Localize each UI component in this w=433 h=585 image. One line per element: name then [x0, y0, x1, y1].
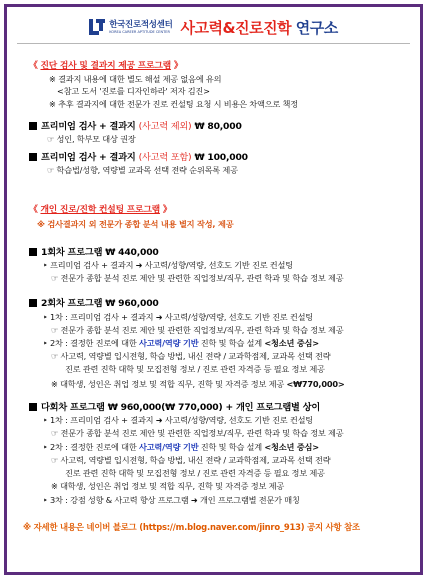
brand-part2: 진로진학 [235, 18, 292, 37]
section2-title: 《 개인 진로/진학 컨설팅 프로그램 》 [29, 205, 172, 215]
brand-part3: 연구소 [295, 18, 338, 37]
item2-price: ₩ 100,000 [194, 152, 248, 163]
program3-line2: ☞ 전문가 종합 분석 진로 제안 및 관련한 직업정보/직무, 관련 학과 및 학습 정보 제공 [51, 428, 344, 438]
section1-item1-desc: ☞ 성인, 학부모 대상 권장 [47, 134, 136, 144]
program2-line2: ☞ 전문가 종합 분석 진로 제안 및 관련한 직업정보/직무, 관련 학과 및 학습 정보 제공 [51, 325, 344, 335]
bullet-square-icon [29, 153, 37, 161]
bullet-square-icon [29, 299, 37, 307]
program3-title: 다회차 프로그램 ₩ 960,000(₩ 770,000) + 개인 프로그램별 상이 [29, 402, 320, 413]
footer-note: ※ 자세한 내용은 네이버 블로그 (https://m.blog.naver.com/jinro_913) 공지 사항 참조 [23, 522, 360, 532]
section1-item2 [29, 152, 248, 163]
program3-line3: ‣ 2차 : 결정한 진로에 대한 사고력/역량 기반 진학 및 학습 설계 <청소년 중심> [43, 442, 319, 452]
header-divider [17, 43, 410, 44]
brand-amp: & [222, 18, 236, 37]
program2-line4: ☞ 사고력, 역량별 입시전형, 학습 방법, 내신 전략 / 교과학점제, 교과목 선택 전략 [51, 351, 331, 361]
page-frame [4, 4, 423, 575]
section1-note3: ※ 추후 결과지에 대한 전문가 진로 컨설팅 요청 시 비용은 차액으로 책정 [49, 99, 298, 109]
program3-line5: 진로 관련 진학 대학 및 모집전형 정보 / 진로 관련 자격증 등 필요 정보 제공 [65, 468, 325, 478]
section1-item2-desc: ☞ 학습법/성향, 역량별 교과목 선택 전략 순위목록 제공 [47, 165, 238, 175]
item1-paren: (사고력 제외) [138, 121, 192, 132]
program1-line2: ☞ 전문가 종합 분석 진로 제안 및 관련한 직업정보/직무, 관련 학과 및 학습 정보 제공 [51, 273, 344, 283]
program3-line4: ☞ 사고력, 역량별 입시전형, 학습 방법, 내신 전략 / 교과학점제, 교과목 선택 전략 [51, 455, 331, 465]
section1-item1 [29, 121, 242, 132]
logo-icon [89, 19, 105, 35]
section2-title-text: 개인 진로/진학 컨설팅 프로그램 [40, 205, 160, 215]
bullet-square-icon [29, 403, 37, 411]
program1-title: 1회차 프로그램 ₩ 440,000 [29, 247, 159, 258]
org-name: 한국진로적성센터 [109, 19, 173, 30]
program2-line3: ‣ 2차 : 결정한 진로에 대한 사고력/역량 기반 진학 및 학습 설계 <청소년 중심> [43, 338, 319, 348]
item2-paren: (사고력 포함) [138, 152, 192, 163]
section1-title: 《 진단 검사 및 결과지 제공 프로그램 》 [29, 61, 183, 71]
brand-part1: 사고력 [180, 18, 223, 37]
bullet-square-icon [29, 122, 37, 130]
item2-label: 프리미엄 검사 + 결과지 [41, 152, 136, 163]
section2-note: ※ 검사결과지 외 전문가 종합 분석 내용 별지 작성, 제공 [37, 219, 234, 229]
org-block [109, 20, 172, 35]
section1-title-text: 진단 검사 및 결과지 제공 프로그램 [40, 61, 171, 71]
brand-title [181, 17, 338, 38]
section1-note2: <참고 도서 '진로를 디자인하라' 저자 김진> [57, 86, 210, 96]
item1-label: 프리미엄 검사 + 결과지 [41, 121, 136, 132]
item1-price: ₩ 80,000 [194, 121, 242, 132]
program3-line7: ‣ 3차 : 강점 성향 & 사고력 향상 프로그램 ➜ 개인 프로그램별 전문가 매칭 [43, 495, 300, 505]
program1-line1: ‣ 프리미엄 검사 + 결과지 ➜ 사고력/성향/역량, 선호도 기반 진로 컨설팅 [43, 260, 293, 270]
program2-line1: ‣ 1차 : 프리미엄 검사 + 결과지 ➜ 사고력/성향/역량, 선호도 기반 진로 컨설팅 [43, 312, 314, 322]
program3-line6: ※ 대학생, 성인은 취업 정보 및 적합 직무, 진학 및 자격증 정보 제공 [51, 481, 285, 491]
section1-note1: ※ 결과지 내용에 대한 별도 해설 제공 없음에 유의 [49, 74, 222, 84]
program2-title: 2회차 프로그램 ₩ 960,000 [29, 298, 159, 309]
org-subtitle: KOREA CAREER APTITUDE CENTER [109, 29, 170, 34]
bullet-square-icon [29, 248, 37, 256]
program2-line5: 진로 관련 진학 대학 및 모집전형 정보 / 진로 관련 자격증 등 필요 정보 제공 [65, 364, 325, 374]
program2-line6: ※ 대학생, 성인은 취업 정보 및 적합 직무, 진학 및 자격증 정보 제공 <₩770,000> [51, 379, 345, 389]
program3-line1: ‣ 1차 : 프리미엄 검사 + 결과지 ➜ 사고력/성향/역량, 선호도 기반 진로 컨설팅 [43, 415, 314, 425]
header [7, 15, 420, 39]
